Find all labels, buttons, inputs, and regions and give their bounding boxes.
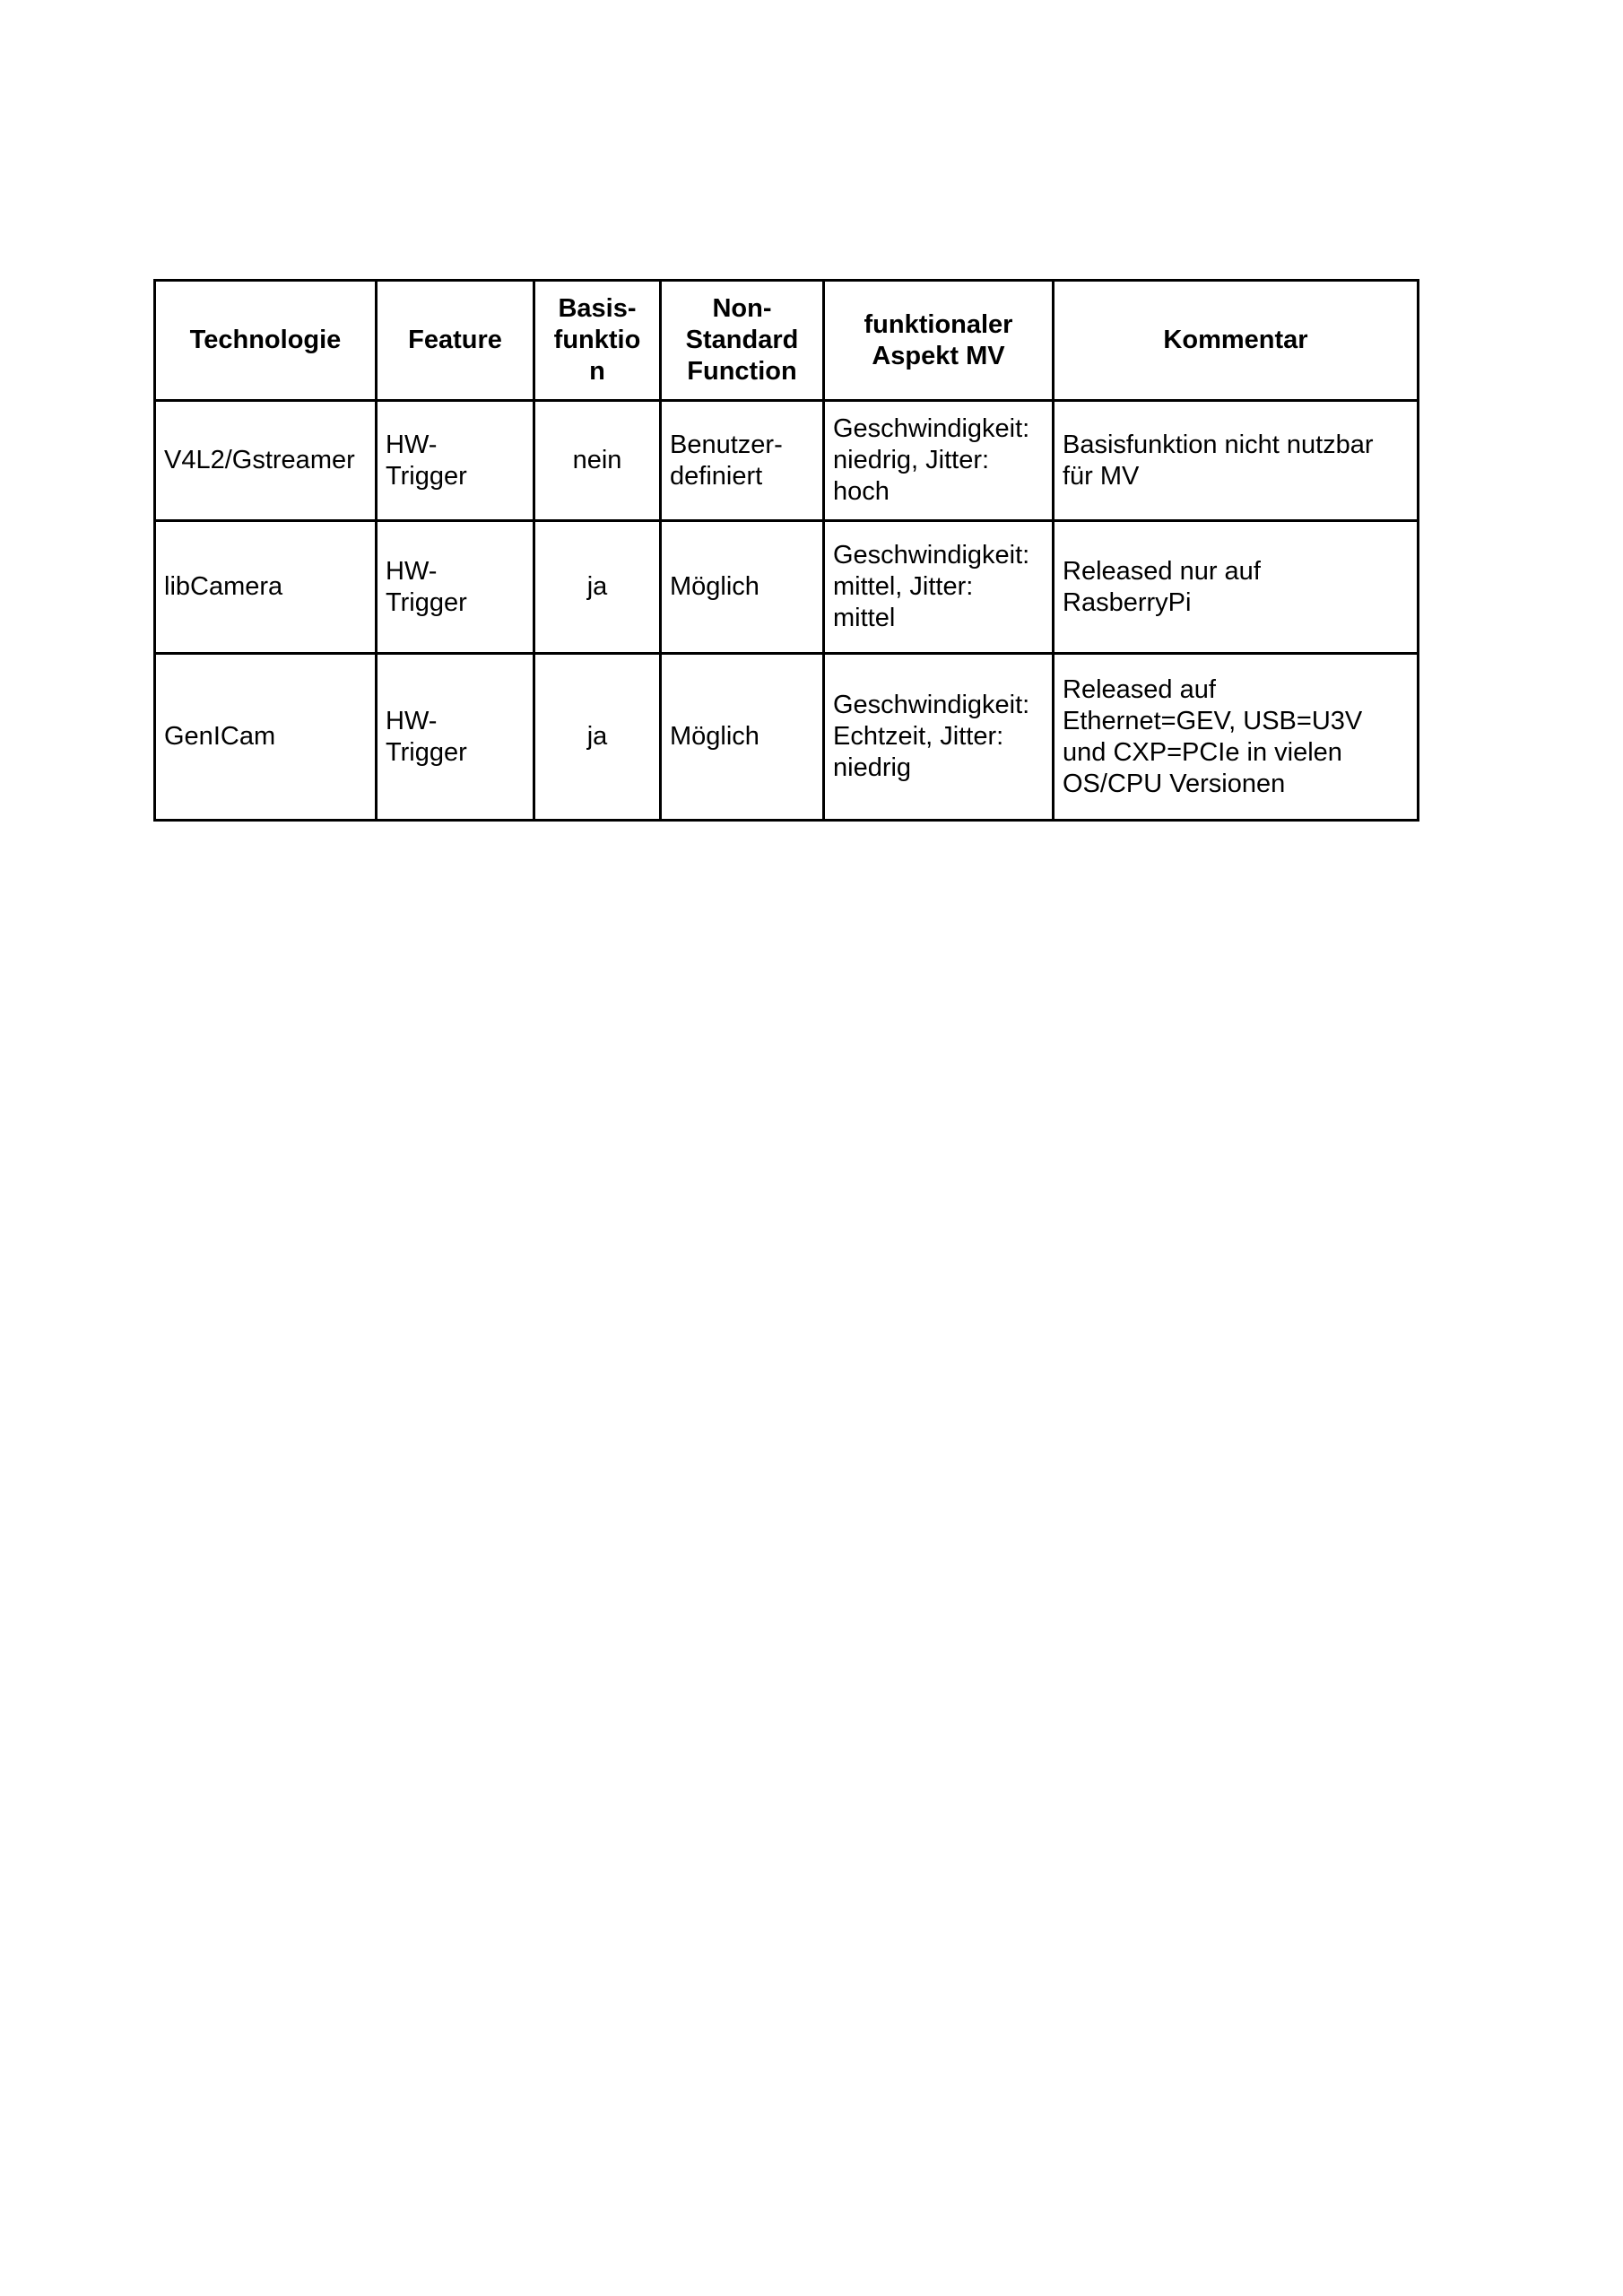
cell-non-standard	[661, 521, 824, 654]
cell-kommentar	[1054, 401, 1419, 521]
cell-line: Trigger	[386, 737, 467, 767]
cell-aspekt	[824, 401, 1054, 521]
cell-line: Released nur auf	[1063, 556, 1261, 586]
cell-line: HW-	[386, 556, 438, 586]
cell-line: OS/CPU Versionen	[1063, 769, 1286, 798]
cell-basisfunktion: ja	[534, 654, 661, 821]
cell-kommentar	[1054, 521, 1419, 654]
table-row	[155, 401, 1419, 521]
cell-feature	[377, 654, 534, 821]
cell-line: Möglich	[670, 572, 759, 601]
cell-feature	[377, 401, 534, 521]
cell-line: niedrig, Jitter:	[833, 446, 990, 474]
table-header-row	[155, 281, 1419, 401]
cell-line: hoch	[833, 477, 890, 506]
cell-non-standard	[661, 401, 824, 521]
cell-line: Basisfunktion nicht nutzbar	[1063, 430, 1374, 459]
header-line: funktionaler	[864, 309, 1013, 339]
header-line: Aspekt MV	[872, 341, 1005, 370]
cell-line: mittel	[833, 604, 896, 632]
cell-line: Ethernet=GEV, USB=U3V	[1063, 706, 1363, 735]
cell-line: Trigger	[386, 587, 467, 617]
header-aspekt	[824, 281, 1054, 401]
header-technologie: Technologie	[155, 281, 377, 401]
cell-line: HW-	[386, 430, 438, 459]
cell-line: Möglich	[670, 722, 759, 751]
cell-line: mittel, Jitter:	[833, 572, 974, 601]
cell-aspekt	[824, 654, 1054, 821]
table-row	[155, 521, 1419, 654]
cell-line: Released auf	[1063, 674, 1216, 704]
cell-kommentar	[1054, 654, 1419, 821]
cell-feature	[377, 521, 534, 654]
cell-line: Geschwindigkeit:	[833, 414, 1030, 443]
cell-line: für MV	[1063, 461, 1140, 491]
cell-line: RasberryPi	[1063, 587, 1192, 617]
cell-line: Echtzeit, Jitter:	[833, 722, 1004, 751]
cell-basisfunktion: nein	[534, 401, 661, 521]
cell-technologie: V4L2/Gstreamer	[155, 401, 377, 521]
comparison-table	[153, 279, 1419, 822]
cell-line: und CXP=PCIe in vielen	[1063, 737, 1342, 767]
header-line: Function	[687, 357, 797, 386]
cell-line: HW-	[386, 706, 438, 735]
cell-line: Geschwindigkeit:	[833, 691, 1030, 719]
cell-technologie: GenICam	[155, 654, 377, 821]
header-feature: Feature	[377, 281, 534, 401]
cell-line: Benutzer-	[670, 430, 783, 459]
cell-non-standard	[661, 654, 824, 821]
header-kommentar: Kommentar	[1054, 281, 1419, 401]
header-line: funktio	[553, 326, 641, 354]
cell-line: Trigger	[386, 461, 467, 491]
header-line: Standard	[685, 326, 799, 354]
header-line: Non-	[712, 294, 772, 323]
header-line: Basis-	[558, 294, 637, 323]
cell-basisfunktion: ja	[534, 521, 661, 654]
cell-line: niedrig	[833, 753, 912, 782]
cell-line: definiert	[670, 461, 763, 491]
cell-technologie: libCamera	[155, 521, 377, 654]
header-line: n	[589, 357, 605, 386]
header-non-standard	[661, 281, 824, 401]
header-basisfunktion	[534, 281, 661, 401]
cell-line: Geschwindigkeit:	[833, 541, 1030, 570]
table-row	[155, 654, 1419, 821]
cell-aspekt	[824, 521, 1054, 654]
